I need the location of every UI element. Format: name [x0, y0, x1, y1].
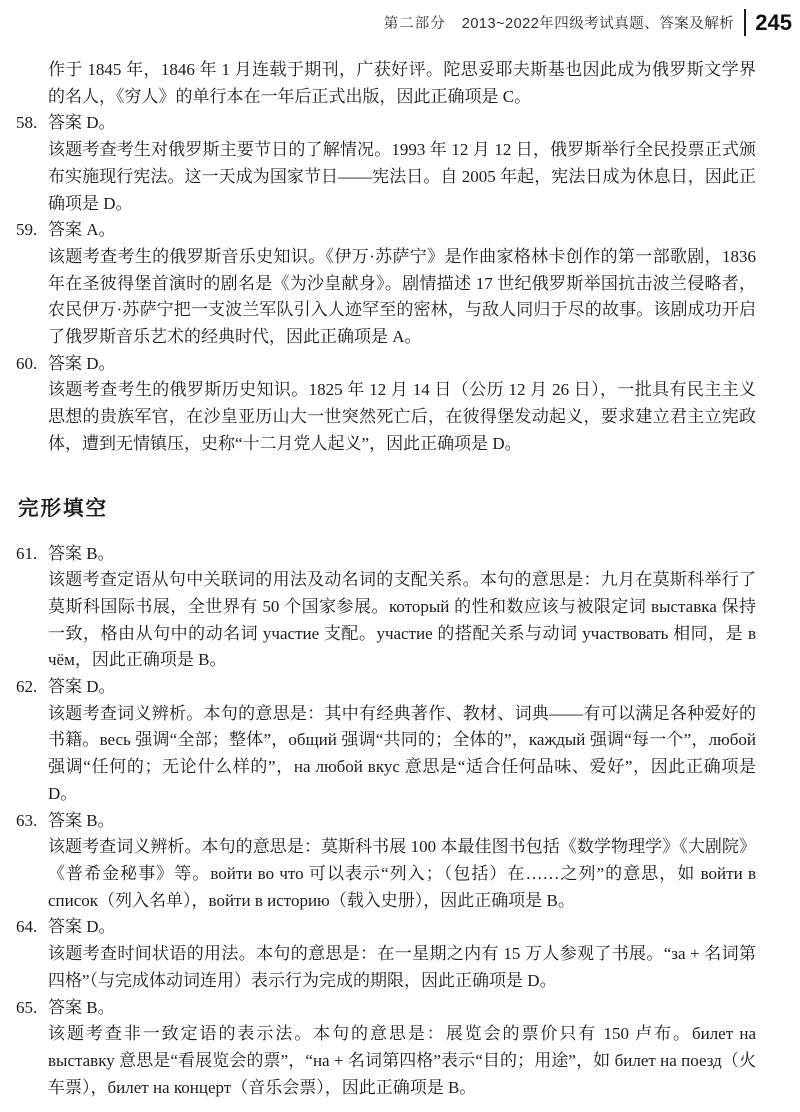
item-number: 61.	[16, 543, 38, 563]
answer-item-58	[16, 110, 756, 217]
explanation-text: 该题考查考生对俄罗斯主要节日的了解情况。1993 年 12 月 12 日，俄罗斯举行全民投票正式颁布实施现行宪法。这一天成为国家节日——宪法日。自 2005 年起，宪法日成为休息日，因此正确项是 D。	[48, 140, 756, 213]
answer-item-61	[16, 541, 756, 675]
running-header	[0, 0, 800, 36]
item-number: 62.	[16, 677, 38, 697]
section-heading-cloze: 完形填空	[18, 497, 108, 520]
answer-item-63	[16, 808, 756, 915]
page-body	[0, 36, 800, 1101]
answer-line: 答案 A。	[48, 220, 116, 240]
answer-line: 答案 D。	[48, 113, 116, 133]
item-number: 58.	[16, 113, 38, 133]
explanation-text: 该题考查时间状语的用法。本句的意思是：在一星期之内有 15 万人参观了书展。“за + 名词第四格”（与完成体动词连用）表示行为完成的期限，因此正确项是 D。	[48, 944, 756, 990]
answer-line: 答案 B。	[48, 810, 115, 830]
answer-item-60	[16, 351, 756, 458]
answer-item-62	[16, 674, 756, 808]
continuation-paragraph: 作于 1845 年，1846 年 1 月连载于期刊，广获好评。陀思妥耶夫斯基也因此成为俄罗斯文学界的名人，《穷人》的单行本在一年后正式出版，因此正确项是 C。	[48, 60, 756, 106]
answer-line: 答案 D。	[48, 353, 116, 373]
answer-item-59	[16, 217, 756, 351]
explanation-text: 该题考查定语从句中关联词的用法及动名词的支配关系。本句的意思是：九月在莫斯科举行了莫斯科国际书展，全世界有 50 个国家参展。который 的性和数应该与被限定词 выставка 保持一致，格由从句中的动名词 участие 支配。участие 的搭配关系与动词 участвовать 相同，是 в чём，因此正确项是 B。	[48, 570, 756, 670]
header-section-label: 第二部分	[383, 16, 446, 32]
item-number: 60.	[16, 353, 38, 373]
header-book-title: 2013~2022年四级考试真题、答案及解析	[461, 16, 735, 32]
item-number: 59.	[16, 220, 38, 240]
explanation-text: 该题考查考生的俄罗斯音乐史知识。《伊万·苏萨宁》是作曲家格林卡创作的第一部歌剧，1836 年在圣彼得堡首演时的剧名是《为沙皇献身》。剧情描述 17 世纪俄罗斯举国抗击波兰侵略者，农民伊万·苏萨宁把一支波兰军队引入人迹罕至的密林，与敌人同归于尽的故事。该剧成功开启了俄罗斯音乐艺术的经典时代，因此正确项是 A。	[48, 246, 756, 347]
answer-line: 答案 D。	[48, 917, 116, 937]
explanation-text: 该题考查词义辨析。本句的意思是：其中有经典著作、教材、词典——有可以满足各种爱好的书籍。весь 强调“全部；整体”，общий 强调“共同的；全体的”，каждый 强调“每一个”，любой 强调“任何的；无论什么样的”，на любой вкус 意思是“适合任何品味、爱好”，因此正确项是 D。	[48, 703, 756, 803]
item-number: 64.	[16, 917, 38, 937]
answer-item-65	[16, 995, 756, 1102]
answer-item-64	[16, 914, 756, 994]
answer-line: 答案 B。	[48, 997, 115, 1017]
item-number: 65.	[16, 997, 38, 1017]
header-divider	[744, 9, 746, 36]
answer-line: 答案 D。	[48, 677, 116, 697]
explanation-text: 该题考查非一致定语的表示法。本句的意思是：展览会的票价只有 150 卢布。билет на выставку 意思是“看展览会的票”，“на + 名词第四格”表示“目的；用途”，如 билет на поезд（火车票），билет на концерт（音乐会票），因此正确项是 B。	[48, 1024, 756, 1097]
explanation-text: 该题考查考生的俄罗斯历史知识。1825 年 12 月 14 日（公历 12 月 26 日），一批具有民主主义思想的贵族军官，在沙皇亚历山大一世突然死亡后，在彼得堡发动起义，要求建立君主立宪政体，遭到无情镇压，史称“十二月党人起义”，因此正确项是 D。	[48, 380, 756, 453]
answer-line: 答案 B。	[48, 543, 115, 563]
item-number: 63.	[16, 810, 38, 830]
explanation-text: 该题考查词义辨析。本句的意思是：莫斯科书展 100 本最佳图书包括《数学物理学》《大剧院》《普希金秘事》等。войти во что 可以表示“列入；（包括）在……之列”的意思，如 войти в список（列入名单），войти в историю（载入史册），因此正确项是 B。	[48, 837, 756, 910]
page-number: 245	[755, 9, 792, 35]
